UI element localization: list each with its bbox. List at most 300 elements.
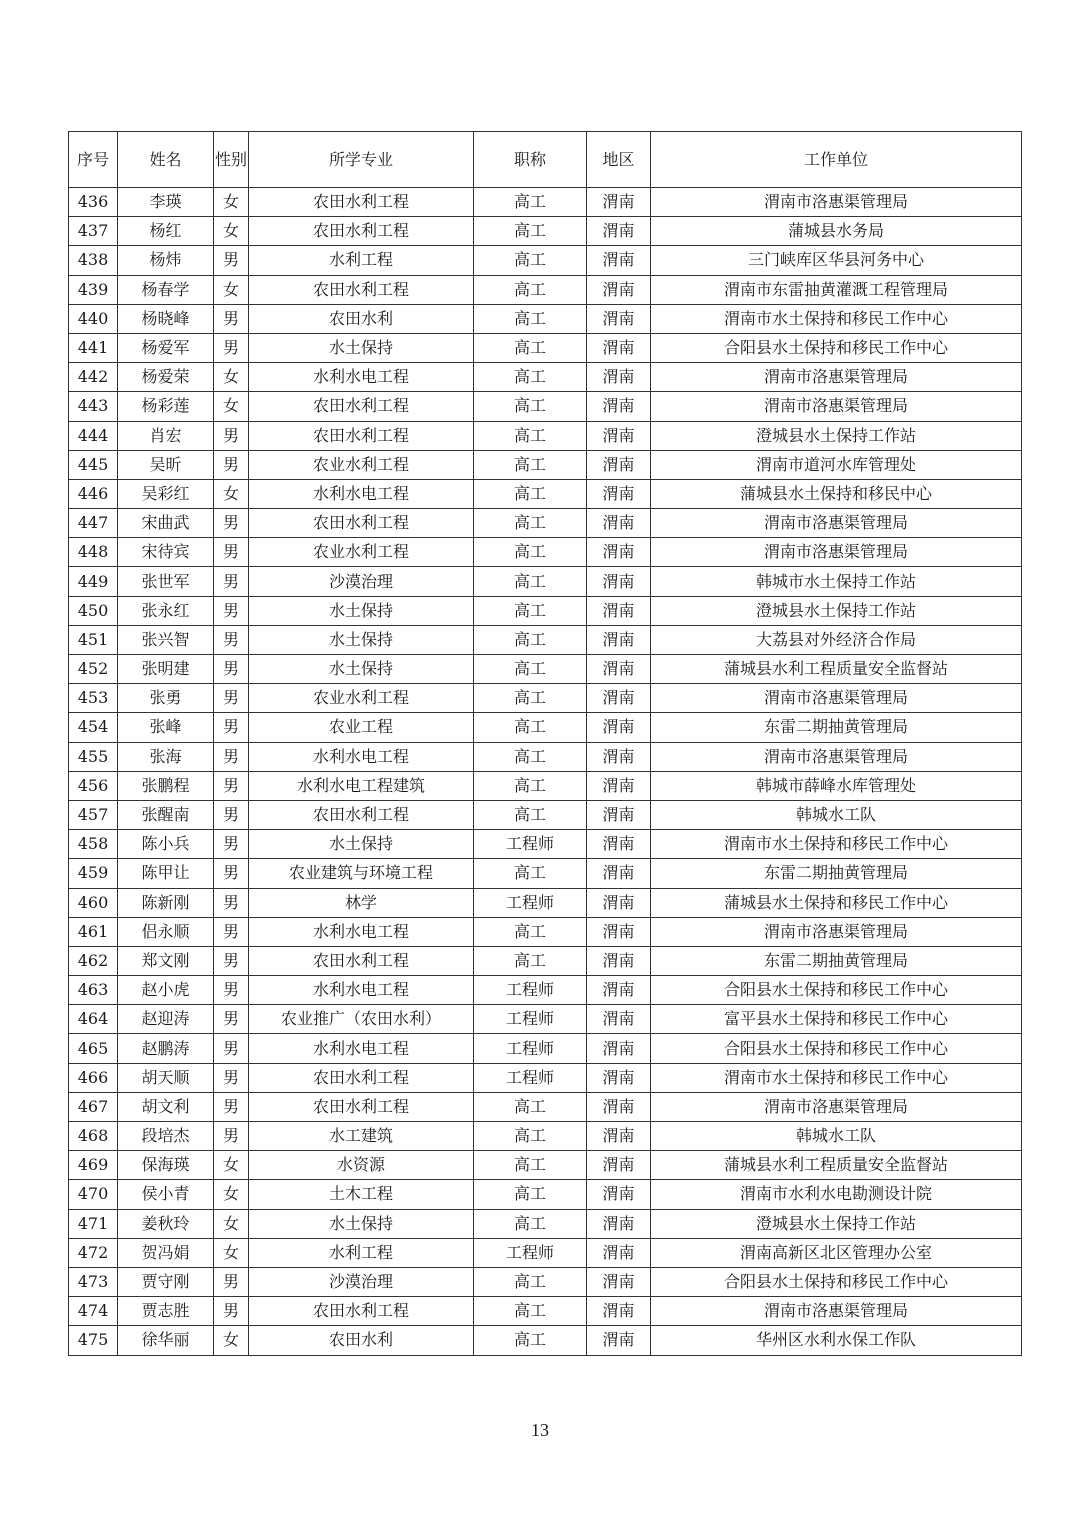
cell-title: 高工 <box>474 771 587 800</box>
cell-name: 宋曲武 <box>118 509 214 538</box>
cell-major: 农业工程 <box>249 713 474 742</box>
cell-name: 杨爱荣 <box>118 363 214 392</box>
cell-title: 高工 <box>474 655 587 684</box>
cell-region: 渭南 <box>587 830 651 859</box>
cell-gender: 男 <box>214 1267 249 1296</box>
cell-title: 高工 <box>474 800 587 829</box>
cell-seq: 472 <box>69 1238 118 1267</box>
cell-seq: 442 <box>69 363 118 392</box>
table-row <box>69 450 1022 479</box>
cell-region: 渭南 <box>587 771 651 800</box>
cell-region: 渭南 <box>587 1151 651 1180</box>
cell-gender: 男 <box>214 596 249 625</box>
cell-employer: 渭南市洛惠渠管理局 <box>651 742 1022 771</box>
header-gender: 性别 <box>214 132 249 188</box>
table-row <box>69 1209 1022 1238</box>
cell-employer: 三门峡库区华县河务中心 <box>651 246 1022 275</box>
cell-seq: 444 <box>69 421 118 450</box>
cell-name: 张鹏程 <box>118 771 214 800</box>
cell-employer: 渭南市洛惠渠管理局 <box>651 1092 1022 1121</box>
cell-seq: 463 <box>69 976 118 1005</box>
table-row <box>69 655 1022 684</box>
cell-seq: 475 <box>69 1326 118 1355</box>
cell-gender: 男 <box>214 625 249 654</box>
cell-employer: 渭南市洛惠渠管理局 <box>651 684 1022 713</box>
cell-seq: 447 <box>69 509 118 538</box>
cell-major: 农业水利工程 <box>249 684 474 713</box>
table-row <box>69 509 1022 538</box>
cell-seq: 462 <box>69 946 118 975</box>
table-row <box>69 363 1022 392</box>
cell-title: 高工 <box>474 333 587 362</box>
cell-major: 农田水利工程 <box>249 800 474 829</box>
table-row <box>69 888 1022 917</box>
cell-region: 渭南 <box>587 1034 651 1063</box>
cell-region: 渭南 <box>587 509 651 538</box>
cell-name: 胡文利 <box>118 1092 214 1121</box>
cell-major: 水利工程 <box>249 246 474 275</box>
cell-title: 高工 <box>474 1326 587 1355</box>
cell-name: 杨晓峰 <box>118 304 214 333</box>
cell-name: 张兴智 <box>118 625 214 654</box>
cell-employer: 澄城县水土保持工作站 <box>651 596 1022 625</box>
table-row <box>69 1034 1022 1063</box>
cell-title: 高工 <box>474 363 587 392</box>
cell-region: 渭南 <box>587 392 651 421</box>
cell-name: 张永红 <box>118 596 214 625</box>
cell-major: 水土保持 <box>249 333 474 362</box>
cell-employer: 渭南高新区北区管理办公室 <box>651 1238 1022 1267</box>
cell-region: 渭南 <box>587 1092 651 1121</box>
header-seq: 序号 <box>69 132 118 188</box>
table-row <box>69 771 1022 800</box>
cell-seq: 474 <box>69 1297 118 1326</box>
cell-name: 陈甲让 <box>118 859 214 888</box>
table-row <box>69 421 1022 450</box>
cell-title: 高工 <box>474 246 587 275</box>
cell-major: 农田水利工程 <box>249 1092 474 1121</box>
cell-major: 农田水利 <box>249 304 474 333</box>
cell-title: 工程师 <box>474 830 587 859</box>
cell-name: 吴彩红 <box>118 479 214 508</box>
cell-seq: 471 <box>69 1209 118 1238</box>
cell-region: 渭南 <box>587 625 651 654</box>
cell-title: 工程师 <box>474 1238 587 1267</box>
cell-employer: 韩城市水土保持工作站 <box>651 567 1022 596</box>
cell-region: 渭南 <box>587 567 651 596</box>
cell-employer: 渭南市东雷抽黄灌溉工程管理局 <box>651 275 1022 304</box>
table-row <box>69 188 1022 217</box>
cell-major: 农田水利工程 <box>249 1297 474 1326</box>
table-row <box>69 800 1022 829</box>
cell-region: 渭南 <box>587 333 651 362</box>
cell-employer: 东雷二期抽黄管理局 <box>651 859 1022 888</box>
cell-region: 渭南 <box>587 1005 651 1034</box>
cell-region: 渭南 <box>587 888 651 917</box>
header-major: 所学专业 <box>249 132 474 188</box>
cell-major: 水利水电工程建筑 <box>249 771 474 800</box>
cell-title: 高工 <box>474 859 587 888</box>
cell-title: 高工 <box>474 625 587 654</box>
cell-major: 农田水利工程 <box>249 421 474 450</box>
cell-title: 高工 <box>474 275 587 304</box>
cell-seq: 441 <box>69 333 118 362</box>
table-row <box>69 596 1022 625</box>
cell-major: 农田水利工程 <box>249 509 474 538</box>
cell-title: 高工 <box>474 567 587 596</box>
cell-name: 胡天顺 <box>118 1063 214 1092</box>
table-row <box>69 684 1022 713</box>
cell-region: 渭南 <box>587 1297 651 1326</box>
cell-seq: 451 <box>69 625 118 654</box>
cell-name: 陈新刚 <box>118 888 214 917</box>
cell-name: 赵迎涛 <box>118 1005 214 1034</box>
cell-name: 杨彩莲 <box>118 392 214 421</box>
table-row <box>69 567 1022 596</box>
cell-major: 农田水利工程 <box>249 392 474 421</box>
cell-gender: 女 <box>214 392 249 421</box>
cell-employer: 大荔县对外经济合作局 <box>651 625 1022 654</box>
cell-employer: 蒲城县水利工程质量安全监督站 <box>651 1151 1022 1180</box>
cell-region: 渭南 <box>587 1238 651 1267</box>
cell-employer: 渭南市道河水库管理处 <box>651 450 1022 479</box>
cell-region: 渭南 <box>587 655 651 684</box>
cell-major: 水土保持 <box>249 655 474 684</box>
cell-employer: 渭南市洛惠渠管理局 <box>651 363 1022 392</box>
cell-major: 农业建筑与环境工程 <box>249 859 474 888</box>
cell-gender: 男 <box>214 771 249 800</box>
cell-gender: 男 <box>214 333 249 362</box>
cell-region: 渭南 <box>587 596 651 625</box>
cell-major: 农田水利工程 <box>249 946 474 975</box>
cell-gender: 男 <box>214 450 249 479</box>
cell-seq: 448 <box>69 538 118 567</box>
cell-seq: 453 <box>69 684 118 713</box>
cell-gender: 男 <box>214 538 249 567</box>
cell-seq: 457 <box>69 800 118 829</box>
cell-region: 渭南 <box>587 859 651 888</box>
cell-gender: 女 <box>214 188 249 217</box>
cell-gender: 男 <box>214 1092 249 1121</box>
cell-name: 宋待宾 <box>118 538 214 567</box>
cell-title: 高工 <box>474 684 587 713</box>
cell-region: 渭南 <box>587 363 651 392</box>
cell-region: 渭南 <box>587 684 651 713</box>
table-row <box>69 946 1022 975</box>
cell-seq: 437 <box>69 217 118 246</box>
table-row <box>69 246 1022 275</box>
cell-seq: 458 <box>69 830 118 859</box>
cell-region: 渭南 <box>587 917 651 946</box>
cell-title: 工程师 <box>474 888 587 917</box>
cell-region: 渭南 <box>587 188 651 217</box>
cell-region: 渭南 <box>587 1063 651 1092</box>
cell-employer: 渭南市水利水电勘测设计院 <box>651 1180 1022 1209</box>
cell-title: 高工 <box>474 1209 587 1238</box>
table-row <box>69 1267 1022 1296</box>
cell-title: 工程师 <box>474 976 587 1005</box>
cell-title: 高工 <box>474 1092 587 1121</box>
cell-region: 渭南 <box>587 538 651 567</box>
cell-region: 渭南 <box>587 976 651 1005</box>
cell-gender: 男 <box>214 567 249 596</box>
cell-gender: 男 <box>214 859 249 888</box>
cell-title: 高工 <box>474 713 587 742</box>
cell-gender: 男 <box>214 888 249 917</box>
cell-major: 水利水电工程 <box>249 976 474 1005</box>
header-row <box>69 132 1022 188</box>
cell-seq: 454 <box>69 713 118 742</box>
cell-title: 高工 <box>474 1180 587 1209</box>
cell-seq: 436 <box>69 188 118 217</box>
cell-major: 农业水利工程 <box>249 538 474 567</box>
cell-seq: 467 <box>69 1092 118 1121</box>
cell-major: 水利工程 <box>249 1238 474 1267</box>
cell-name: 肖宏 <box>118 421 214 450</box>
cell-name: 贾志胜 <box>118 1297 214 1326</box>
cell-major: 水土保持 <box>249 596 474 625</box>
table-row <box>69 1180 1022 1209</box>
cell-major: 水利水电工程 <box>249 917 474 946</box>
cell-name: 吴昕 <box>118 450 214 479</box>
cell-gender: 男 <box>214 946 249 975</box>
cell-gender: 女 <box>214 1180 249 1209</box>
cell-gender: 男 <box>214 1122 249 1151</box>
cell-region: 渭南 <box>587 946 651 975</box>
cell-employer: 合阳县水土保持和移民工作中心 <box>651 1034 1022 1063</box>
cell-gender: 男 <box>214 713 249 742</box>
cell-employer: 渭南市水土保持和移民工作中心 <box>651 1063 1022 1092</box>
cell-gender: 男 <box>214 1005 249 1034</box>
cell-title: 高工 <box>474 1267 587 1296</box>
cell-employer: 韩城市薛峰水库管理处 <box>651 771 1022 800</box>
cell-seq: 459 <box>69 859 118 888</box>
cell-major: 农田水利 <box>249 1326 474 1355</box>
cell-employer: 蒲城县水土保持和移民中心 <box>651 479 1022 508</box>
cell-gender: 女 <box>214 275 249 304</box>
cell-seq: 464 <box>69 1005 118 1034</box>
cell-employer: 蒲城县水土保持和移民工作中心 <box>651 888 1022 917</box>
cell-seq: 452 <box>69 655 118 684</box>
table-row <box>69 333 1022 362</box>
table-row <box>69 538 1022 567</box>
cell-name: 贺冯娟 <box>118 1238 214 1267</box>
cell-major: 土木工程 <box>249 1180 474 1209</box>
header-title: 职称 <box>474 132 587 188</box>
cell-employer: 渭南市洛惠渠管理局 <box>651 1297 1022 1326</box>
cell-title: 高工 <box>474 421 587 450</box>
cell-title: 工程师 <box>474 1063 587 1092</box>
cell-gender: 男 <box>214 1063 249 1092</box>
cell-seq: 465 <box>69 1034 118 1063</box>
cell-seq: 438 <box>69 246 118 275</box>
cell-employer: 韩城水工队 <box>651 1122 1022 1151</box>
cell-employer: 渭南市洛惠渠管理局 <box>651 188 1022 217</box>
cell-employer: 合阳县水土保持和移民工作中心 <box>651 1267 1022 1296</box>
table-row <box>69 976 1022 1005</box>
cell-major: 水土保持 <box>249 830 474 859</box>
table-row <box>69 1326 1022 1355</box>
cell-seq: 468 <box>69 1122 118 1151</box>
cell-region: 渭南 <box>587 1209 651 1238</box>
table-row <box>69 625 1022 654</box>
cell-name: 徐华丽 <box>118 1326 214 1355</box>
header-name: 姓名 <box>118 132 214 188</box>
table-row <box>69 1151 1022 1180</box>
cell-employer: 蒲城县水利工程质量安全监督站 <box>651 655 1022 684</box>
table-row <box>69 275 1022 304</box>
table-row <box>69 742 1022 771</box>
header-region: 地区 <box>587 132 651 188</box>
cell-seq: 470 <box>69 1180 118 1209</box>
cell-gender: 女 <box>214 479 249 508</box>
cell-employer: 澄城县水土保持工作站 <box>651 421 1022 450</box>
table-row <box>69 217 1022 246</box>
cell-name: 贾守刚 <box>118 1267 214 1296</box>
cell-region: 渭南 <box>587 713 651 742</box>
table-row <box>69 392 1022 421</box>
table-row <box>69 917 1022 946</box>
cell-seq: 440 <box>69 304 118 333</box>
cell-seq: 445 <box>69 450 118 479</box>
cell-gender: 男 <box>214 421 249 450</box>
cell-title: 高工 <box>474 596 587 625</box>
cell-employer: 富平县水土保持和移民工作中心 <box>651 1005 1022 1034</box>
table-row <box>69 1238 1022 1267</box>
table-row <box>69 479 1022 508</box>
cell-name: 张醒南 <box>118 800 214 829</box>
cell-major: 水工建筑 <box>249 1122 474 1151</box>
cell-employer: 华州区水利水保工作队 <box>651 1326 1022 1355</box>
cell-title: 工程师 <box>474 1005 587 1034</box>
cell-seq: 473 <box>69 1267 118 1296</box>
table-row <box>69 1122 1022 1151</box>
cell-gender: 男 <box>214 830 249 859</box>
cell-seq: 469 <box>69 1151 118 1180</box>
cell-gender: 女 <box>214 363 249 392</box>
cell-gender: 女 <box>214 1209 249 1238</box>
cell-title: 高工 <box>474 392 587 421</box>
cell-gender: 女 <box>214 1238 249 1267</box>
cell-name: 杨红 <box>118 217 214 246</box>
cell-employer: 渭南市水土保持和移民工作中心 <box>651 304 1022 333</box>
cell-employer: 蒲城县水务局 <box>651 217 1022 246</box>
cell-title: 高工 <box>474 946 587 975</box>
cell-title: 高工 <box>474 304 587 333</box>
cell-name: 杨炜 <box>118 246 214 275</box>
cell-name: 李瑛 <box>118 188 214 217</box>
cell-employer: 澄城县水土保持工作站 <box>651 1209 1022 1238</box>
cell-major: 水利水电工程 <box>249 1034 474 1063</box>
cell-name: 郑文刚 <box>118 946 214 975</box>
cell-region: 渭南 <box>587 479 651 508</box>
cell-employer: 渭南市洛惠渠管理局 <box>651 538 1022 567</box>
cell-seq: 443 <box>69 392 118 421</box>
cell-region: 渭南 <box>587 1326 651 1355</box>
cell-name: 姜秋玲 <box>118 1209 214 1238</box>
cell-gender: 女 <box>214 1151 249 1180</box>
table-header <box>69 132 1022 188</box>
cell-name: 杨春学 <box>118 275 214 304</box>
cell-title: 高工 <box>474 1297 587 1326</box>
cell-name: 张明建 <box>118 655 214 684</box>
cell-major: 农业水利工程 <box>249 450 474 479</box>
table-row <box>69 1063 1022 1092</box>
cell-region: 渭南 <box>587 742 651 771</box>
cell-title: 高工 <box>474 1151 587 1180</box>
cell-name: 张勇 <box>118 684 214 713</box>
cell-major: 水利水电工程 <box>249 363 474 392</box>
cell-major: 沙漠治理 <box>249 567 474 596</box>
cell-major: 农田水利工程 <box>249 1063 474 1092</box>
cell-region: 渭南 <box>587 1267 651 1296</box>
cell-major: 农田水利工程 <box>249 188 474 217</box>
cell-title: 高工 <box>474 917 587 946</box>
cell-gender: 男 <box>214 246 249 275</box>
cell-region: 渭南 <box>587 1180 651 1209</box>
cell-title: 高工 <box>474 509 587 538</box>
cell-name: 张世军 <box>118 567 214 596</box>
cell-seq: 461 <box>69 917 118 946</box>
cell-region: 渭南 <box>587 246 651 275</box>
cell-employer: 东雷二期抽黄管理局 <box>651 713 1022 742</box>
cell-major: 水土保持 <box>249 1209 474 1238</box>
cell-region: 渭南 <box>587 450 651 479</box>
cell-name: 赵鹏涛 <box>118 1034 214 1063</box>
cell-gender: 男 <box>214 976 249 1005</box>
cell-region: 渭南 <box>587 275 651 304</box>
cell-title: 高工 <box>474 217 587 246</box>
cell-name: 赵小虎 <box>118 976 214 1005</box>
cell-employer: 渭南市洛惠渠管理局 <box>651 509 1022 538</box>
cell-major: 水利水电工程 <box>249 479 474 508</box>
cell-major: 沙漠治理 <box>249 1267 474 1296</box>
cell-seq: 446 <box>69 479 118 508</box>
cell-employer: 渭南市洛惠渠管理局 <box>651 917 1022 946</box>
cell-gender: 男 <box>214 509 249 538</box>
cell-region: 渭南 <box>587 800 651 829</box>
cell-seq: 439 <box>69 275 118 304</box>
cell-employer: 渭南市洛惠渠管理局 <box>651 392 1022 421</box>
cell-gender: 男 <box>214 684 249 713</box>
table-row <box>69 304 1022 333</box>
cell-employer: 韩城水工队 <box>651 800 1022 829</box>
cell-title: 高工 <box>474 538 587 567</box>
header-employer: 工作单位 <box>651 132 1022 188</box>
cell-major: 水资源 <box>249 1151 474 1180</box>
cell-title: 高工 <box>474 1122 587 1151</box>
cell-region: 渭南 <box>587 217 651 246</box>
cell-employer: 东雷二期抽黄管理局 <box>651 946 1022 975</box>
cell-seq: 450 <box>69 596 118 625</box>
cell-gender: 男 <box>214 742 249 771</box>
cell-gender: 男 <box>214 1034 249 1063</box>
cell-gender: 男 <box>214 1297 249 1326</box>
cell-name: 侣永顺 <box>118 917 214 946</box>
table-row <box>69 713 1022 742</box>
table-body <box>69 188 1022 1356</box>
cell-major: 农业推广（农田水利） <box>249 1005 474 1034</box>
cell-name: 侯小青 <box>118 1180 214 1209</box>
cell-gender: 女 <box>214 217 249 246</box>
cell-region: 渭南 <box>587 421 651 450</box>
cell-gender: 男 <box>214 655 249 684</box>
cell-employer: 渭南市水土保持和移民工作中心 <box>651 830 1022 859</box>
table-row <box>69 859 1022 888</box>
cell-employer: 合阳县水土保持和移民工作中心 <box>651 333 1022 362</box>
cell-major: 林学 <box>249 888 474 917</box>
cell-title: 高工 <box>474 479 587 508</box>
